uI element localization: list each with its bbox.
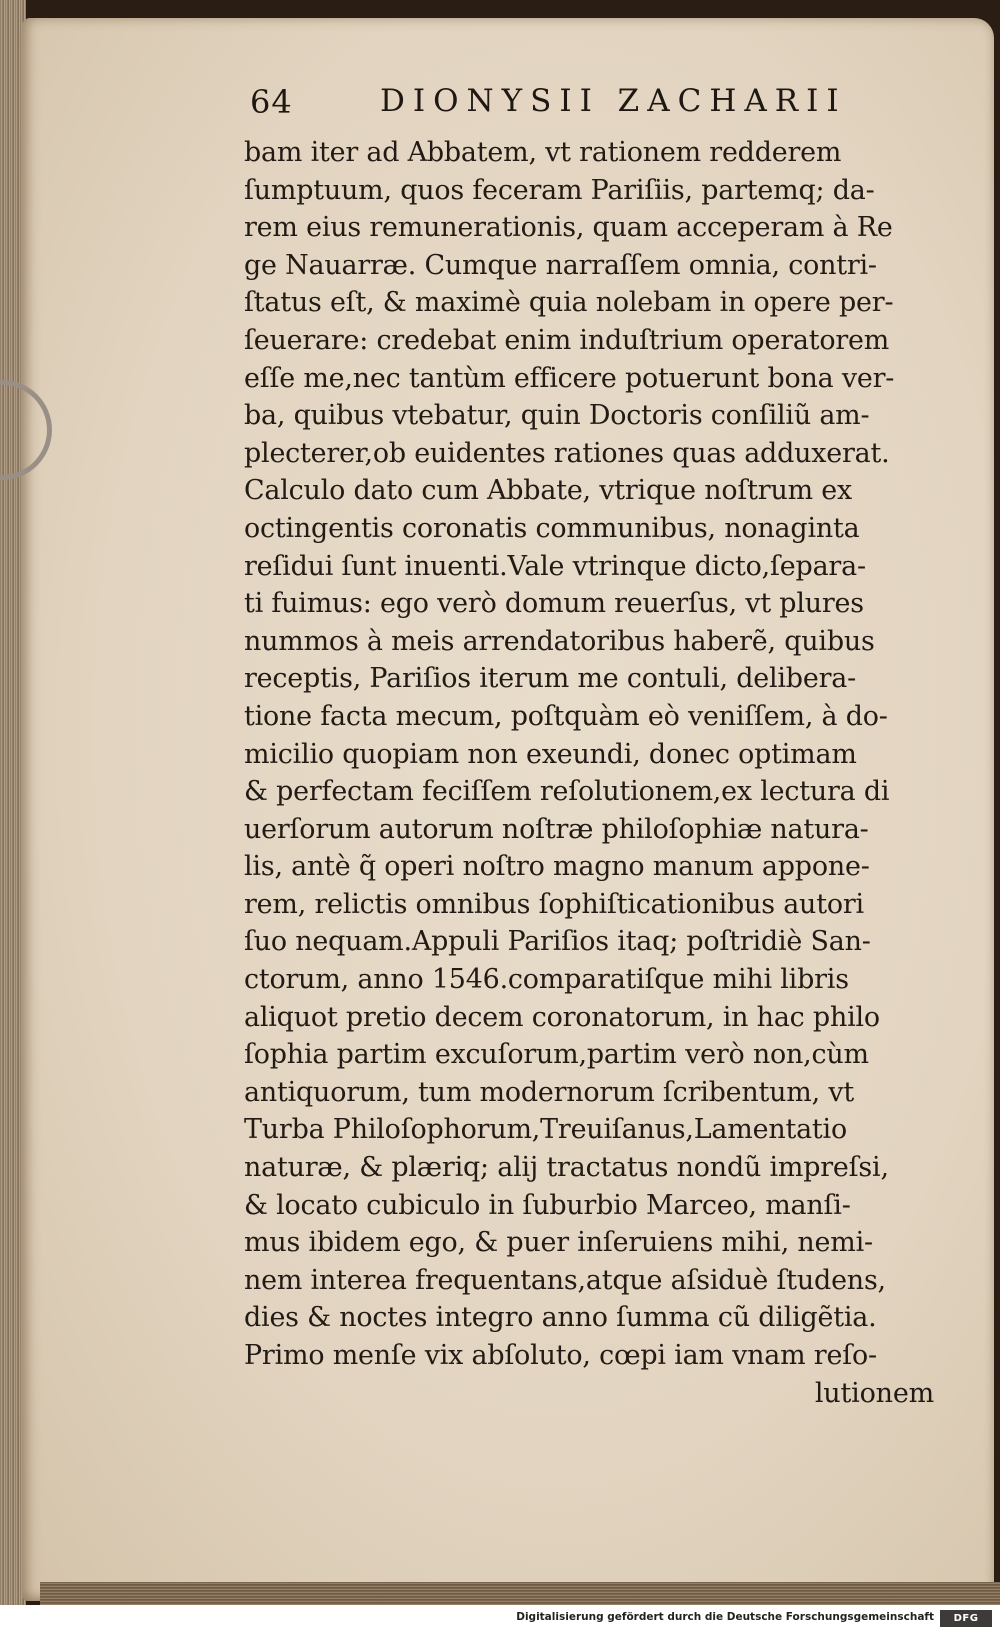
text-line: rem, relictis omnibus ſophiſticationibus autori xyxy=(244,888,864,920)
text-line: bam iter ad Abbatem, vt rationem redderem xyxy=(244,137,842,168)
text-line: micilio quopiam non exeundi, donec optimam xyxy=(244,738,857,770)
text-line: lis, antè q̃ operi noſtro magno manum appone- xyxy=(244,851,870,883)
text-line: nummos à meis arrendatoribus haberẽ, quibus xyxy=(244,625,875,657)
dfg-logo: DFG xyxy=(940,1610,992,1627)
text-line: dies & noctes integro anno ſumma cũ diligẽtia. xyxy=(244,1302,877,1334)
text-line: mus ibidem ego, & puer inſeruiens mihi, nemi- xyxy=(244,1227,873,1259)
bottom-page-edges xyxy=(40,1582,1000,1605)
text-line: rem eius remunerationis, quam acceperam à Re xyxy=(244,212,893,244)
text-line: tione facta mecum, poſtquàm eò veniſſem, à do- xyxy=(244,700,888,732)
text-line: nem interea frequentans,atque aſsiduè ſtudens, xyxy=(244,1264,886,1296)
text-line: ſophia partim excuſorum,partim verò non,cùm xyxy=(244,1039,869,1071)
text-line: aliquot pretio decem coronatorum, in hac philo xyxy=(244,1001,880,1033)
text-line: reſidui ſunt inuenti.Vale vtrinque dicto,ſepara- xyxy=(244,550,866,582)
body-text xyxy=(244,134,934,1412)
text-line: antiquorum, tum modernorum ſcribentum, vt xyxy=(244,1076,854,1108)
footer-bar xyxy=(0,1605,1000,1633)
text-line: naturæ, & plæriq; alij tractatus nondũ impreſsi, xyxy=(244,1152,889,1184)
text-line: ctorum, anno 1546.comparatiſque mihi libris xyxy=(244,964,849,996)
text-line: ti fuimus: ego verò domum reuerſus, vt plures xyxy=(244,588,864,620)
text-line: receptis, Pariſios iterum me contuli, delibera- xyxy=(244,663,856,695)
text-line: octingentis coronatis communibus, nonaginta xyxy=(244,512,860,544)
catchword: lutionem xyxy=(814,1377,934,1409)
text-line: & perfectam feciſſem reſolutionem,ex lectura di xyxy=(244,776,890,808)
running-head: DIONYSII ZACHARII xyxy=(380,83,847,119)
text-line: plecterer,ob euidentes rationes quas adduxerat. xyxy=(244,437,890,469)
funding-credit: Digitalisierung gefördert durch die Deutsche Forschungsgemeinschaft xyxy=(516,1611,934,1623)
page-header xyxy=(250,75,870,135)
page-number: 64 xyxy=(250,83,293,121)
text-line: ſeuerare: credebat enim induſtrium operatorem xyxy=(244,324,890,356)
text-line: uerſorum autorum noſtræ philoſophiæ natura- xyxy=(244,813,869,845)
text-line: eſſe me,nec tantùm efficere potuerunt bona ver- xyxy=(244,362,895,394)
text-line: & locato cubiculo in ſuburbio Marceo, manſi- xyxy=(244,1189,851,1221)
text-line: ba, quibus vtebatur, quin Doctoris conſiliũ am- xyxy=(244,400,870,432)
text-line: ſumptuum, quos feceram Pariſiis, partemq; da- xyxy=(244,174,875,206)
text-line: Calculo dato cum Abbate, vtrique noſtrum ex xyxy=(244,475,852,507)
text-line: Turba Philoſophorum,Treuiſanus,Lamentatio xyxy=(244,1114,847,1146)
text-line: ſtatus eſt, & maximè quia nolebam in opere per- xyxy=(244,287,894,319)
text-line: Primo menſe vix abſoluto, cœpi iam vnam reſo- xyxy=(244,1340,877,1371)
text-line: ge Nauarræ. Cumque narraſſem omnia, contri- xyxy=(244,249,877,281)
text-line: ſuo nequam.Appuli Pariſios itaq; poſtridiè San- xyxy=(244,926,871,958)
